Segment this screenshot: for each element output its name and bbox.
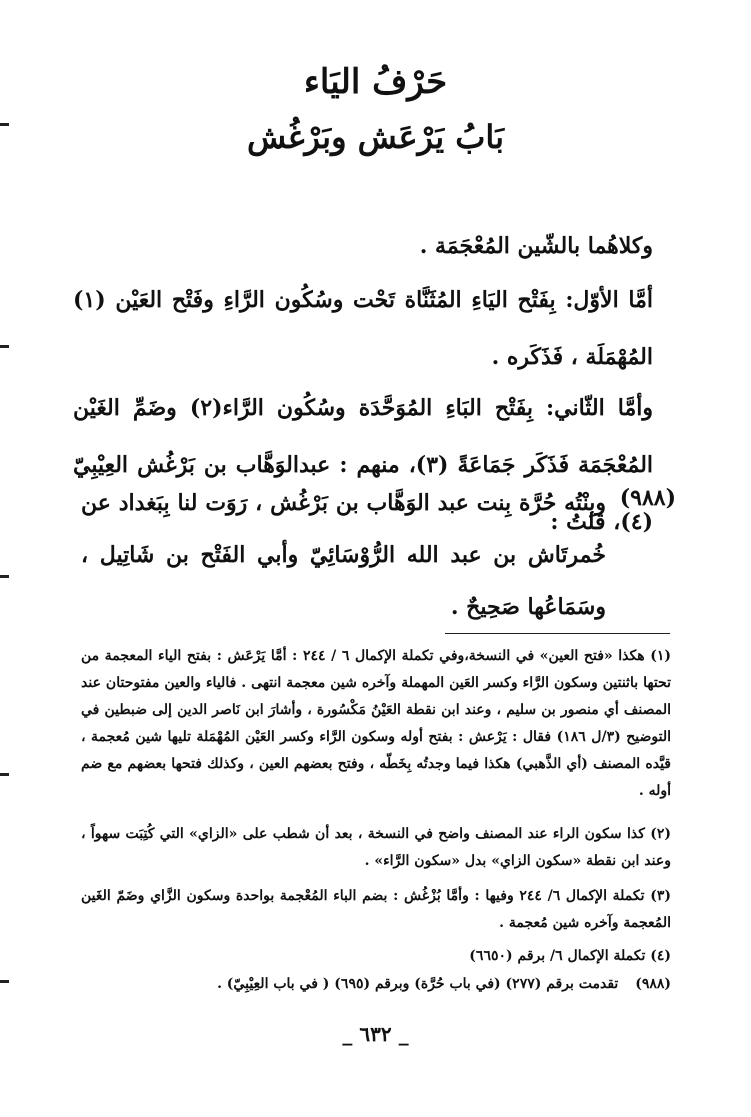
entry-text: وبِنْتُه حُرَّة بِنت عبد الوَهَّاب بن بَرْغُش ، رَوَت لنا بِبَغداد عن خُمرتَاش بن عبد الله الرُّوْسَائِيّ وأبي الفَتْح بن شَاتِيل ، وسَمَاعُها صَحِيحٌ .: [81, 490, 606, 620]
entry-number: (٩٨٨): [619, 485, 676, 511]
margin-mark: [0, 345, 9, 348]
margin-mark: [0, 575, 9, 578]
body-paragraph-1: وكلاهُما بالشّين المُعْجَمَة .: [419, 233, 653, 259]
footnote-entry-text: تقدمت برقم (٢٧٧) (في باب حُرَّة) وبرقم (٦٩٥) ( في باب العِيْبِيّ) .: [217, 976, 619, 992]
margin-mark: [0, 980, 9, 983]
footnote-2: (٢) كذا سكون الراء عند المصنف واضح في النسخة ، بعد أن شطب على «الزاي» التي كُتِبَت سهواً ، وعند ابن نقطة «سكون الزاي» بدل «سكون الرَّاء» .: [81, 826, 671, 869]
footnote-4: (٤) تكملة الإكمال ٦/ برقم (٦٦٥٠): [469, 948, 671, 964]
chapter-title: حَرْفُ اليَاء: [303, 62, 448, 102]
body-paragraph-3: وأمَّا الثّاني: بِفَتْح البَاءِ المُوَحَّدَة وسُكُون الرَّاء(٢) وضَمِّ الغَيْن المُعْجَمَة فَذَكَر جَمَاعَةً (٣)، منهم : عبدالوَهَّاب بن بَرْغُش العِيْبِيّ (٤)، قلتُ :: [73, 395, 654, 535]
footnote-entry-988: [71, 971, 671, 998]
page-number: _ ٦٣٢ _: [342, 1022, 409, 1046]
footnote-separator: [445, 633, 670, 634]
footnote-1: (١) هكذا «فتح العين» في النسخة،وفي تكملة الإكمال ٦ / ٢٤٤ : أمَّا يَرْعَش : بفتح الياء المعجمة من تحتها باثنتين وسكون الرَّاء وكسر العَين المهملة وآخره شين معجمة انتهى . فالياء والعين مفتوحتان عند المصنف أي منصور بن سليم ، وعند ابن نقطة العَيْنُ مَكْسُورة ، وأشارَ ابن نَاصر الدين إلى ضبطين في التوضيح (٣/ل ١٨٦) فقال : يَرْعش : بفتح أوله وسكون الرَّاء وكسر العَيْن المُهْمَلة تليها شين مُعجمة ، قيَّده المصنف (أي الذَّهبي) هكذا فيما وجدتُه بِخَطّه ، وفتح بعضهم العين ، وكذلك فتحها بعضهم مع ضم أوله .: [81, 648, 672, 799]
margin-mark: [0, 123, 9, 126]
section-title: بَابُ يَرْعَش وبَرْغُش: [246, 118, 505, 156]
body-paragraph-2: أمَّا الأوّل: بِفَتْح اليَاءِ المُثَنَّاة تَحْت وسُكُون الرَّاءِ وفَتْح العَيْن (١) المُهْمَلَة ، فَذَكَره .: [73, 287, 653, 370]
margin-mark: [0, 773, 9, 776]
footnote-entry-number: (٩٨٨): [635, 976, 671, 992]
footnote-3: (٣) تكملة الإكمال ٦/ ٢٤٤ وفيها : وأمَّا بُزْغُش : بضم الباء المُعْجمة بواحدة وسكون الزَّاي وضَمّ الغَين المُعجمة وآخره شين مُعجمة .: [81, 888, 671, 931]
